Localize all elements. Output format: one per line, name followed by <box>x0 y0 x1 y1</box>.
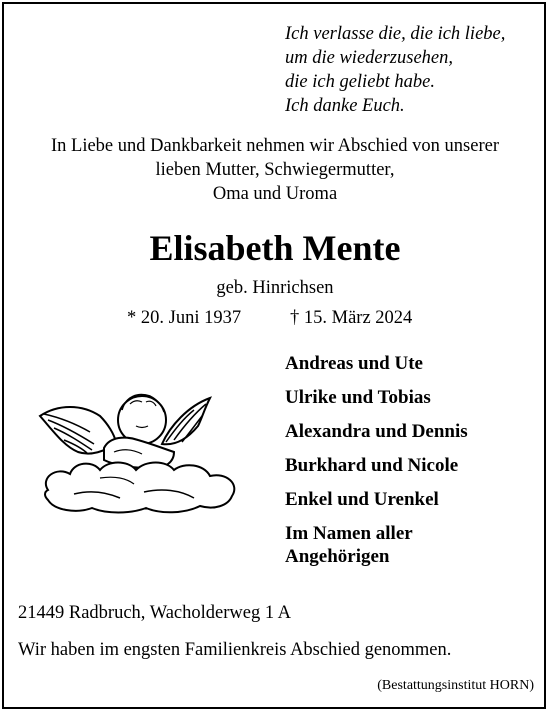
poem-line: um die wiederzusehen, <box>285 48 454 68</box>
birth-date: * 20. Juni 1937 <box>127 308 242 328</box>
mourner-name: Alexandra und Dennis <box>285 421 468 442</box>
mourners-list <box>285 352 485 579</box>
poem-line: Ich verlasse die, die ich liebe, <box>285 24 506 44</box>
poem-line: die ich geliebt habe. <box>285 72 436 92</box>
mourner-name: Im Namen aller Angehörigen <box>285 523 413 567</box>
address: 21449 Radbruch, Wacholderweg 1 A <box>18 603 292 623</box>
intro-line: lieben Mutter, Schwiegermutter, <box>155 160 395 180</box>
death-date: † 15. März 2024 <box>290 308 413 328</box>
intro-text <box>0 134 550 206</box>
intro-line: In Liebe und Dankbarkeit nehmen wir Abschied von unserer <box>51 136 499 156</box>
poem-line: Ich danke Euch. <box>285 96 405 116</box>
mourner-name: Burkhard und Nicole <box>285 455 459 476</box>
poem <box>285 22 505 118</box>
mourner-name: Ulrike und Tobias <box>285 387 431 408</box>
farewell-note: Wir haben im engsten Familienkreis Abschied genommen. <box>18 640 452 660</box>
born-name: geb. Hinrichsen <box>216 278 334 298</box>
deceased-name: Elisabeth Mente <box>149 228 401 268</box>
intro-line: Oma und Uroma <box>212 184 338 204</box>
angel-on-cloud-icon <box>34 382 244 517</box>
mourner-name: Andreas und Ute <box>285 353 423 374</box>
funeral-institute: (Bestattungsinstitut HORN) <box>377 678 534 693</box>
mourner-name: Enkel und Urenkel <box>285 489 439 510</box>
